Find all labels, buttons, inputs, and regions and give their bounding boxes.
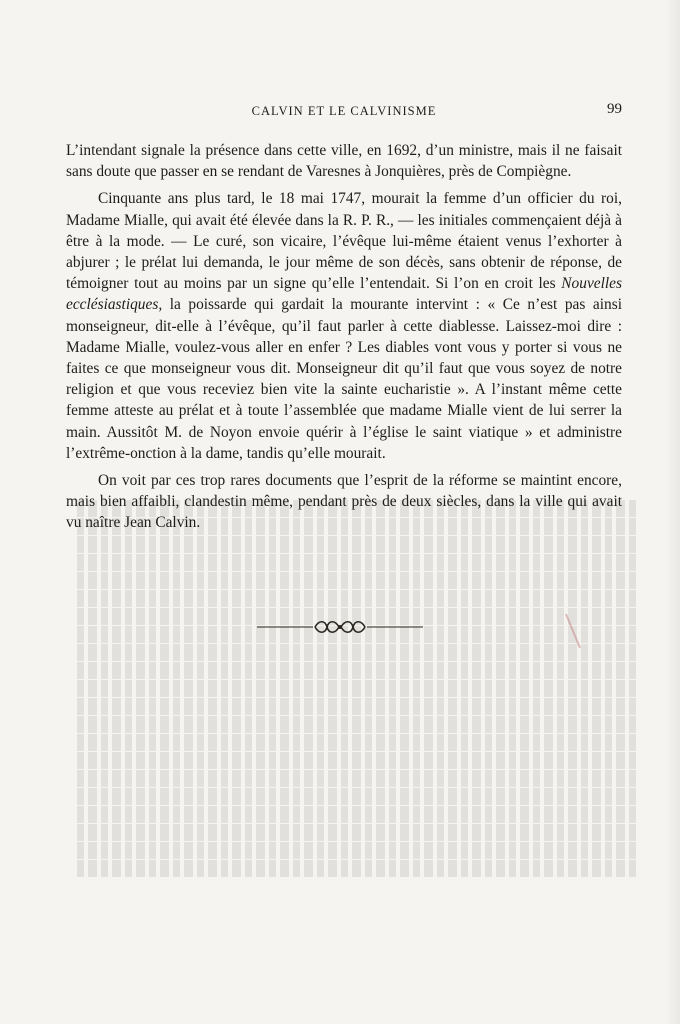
paragraph-3 <box>66 470 622 534</box>
page-number: 99 <box>607 101 622 117</box>
pencil-mark <box>563 612 583 652</box>
page-edge-shadow <box>666 0 680 1024</box>
running-title: CALVIN ET LE CALVINISME <box>251 104 437 118</box>
paragraph-2 <box>66 188 622 464</box>
paragraph-3-text: On voit par ces trop rares documents que l’esprit de la réforme se maintint encore, mais bien affaibli, clandestin même, pendant près de deux siècles, dans la ville qui avait vu naître Jean Calvin. <box>66 472 622 532</box>
running-head <box>66 101 622 121</box>
paragraph-1 <box>66 140 622 182</box>
paragraph-2-text-end: la poissarde qui gardait la mourante intervint : « Ce n’est pas ainsi monseigneur, dit-elle à l’évêque, qu’il faut parler à cette diablesse. Laissez-moi dire : Madame Mialle, voulez-vous aller en enfer ? Les diables vont vous y porter si vous ne faites ce que monseigneur vous dit. Monseigneur dit qu’il faut que vous soyez de notre religion et que vous receviez bien vite la sainte eucharistie ». A l’instant même cette femme atteste au prélat et à toute l’assemblée que madame Mialle vient de lui serrer la main. Aussitôt M. de Noyon envoie quérir à l’église le saint viatique » et administre l’extrême-onction à la dame, tandis qu’elle mourait. <box>66 296 622 462</box>
show-through-text <box>76 500 636 890</box>
body-text <box>66 140 622 540</box>
end-ornament <box>255 615 425 639</box>
periodical-title: Nouvelles ecclésiastiques, <box>66 275 622 314</box>
paragraph-2-text-start: Cinquante ans plus tard, le 18 mai 1747, mourait la femme d’un officier du roi, Madame Mialle, qui avait été élevée dans la R. P. R., — les initiales commençaient déjà à être à la mode. — Le curé, son vicaire, l’évêque lui-même étaient venus l’exhorter à abjurer ; le prélat lui demanda, le jour même de son décès, sans obtenir de réponse, de témoigner tout au moins par un signe qu’elle l’entendait. Si l’on en croit les <box>66 190 622 293</box>
paragraph-1-text: L’intendant signale la présence dans cette ville, en 1692, d’un ministre, mais il ne faisait sans doute que passer en se rendant de Varesnes à Jonquières, près de Compiègne. <box>66 142 622 181</box>
